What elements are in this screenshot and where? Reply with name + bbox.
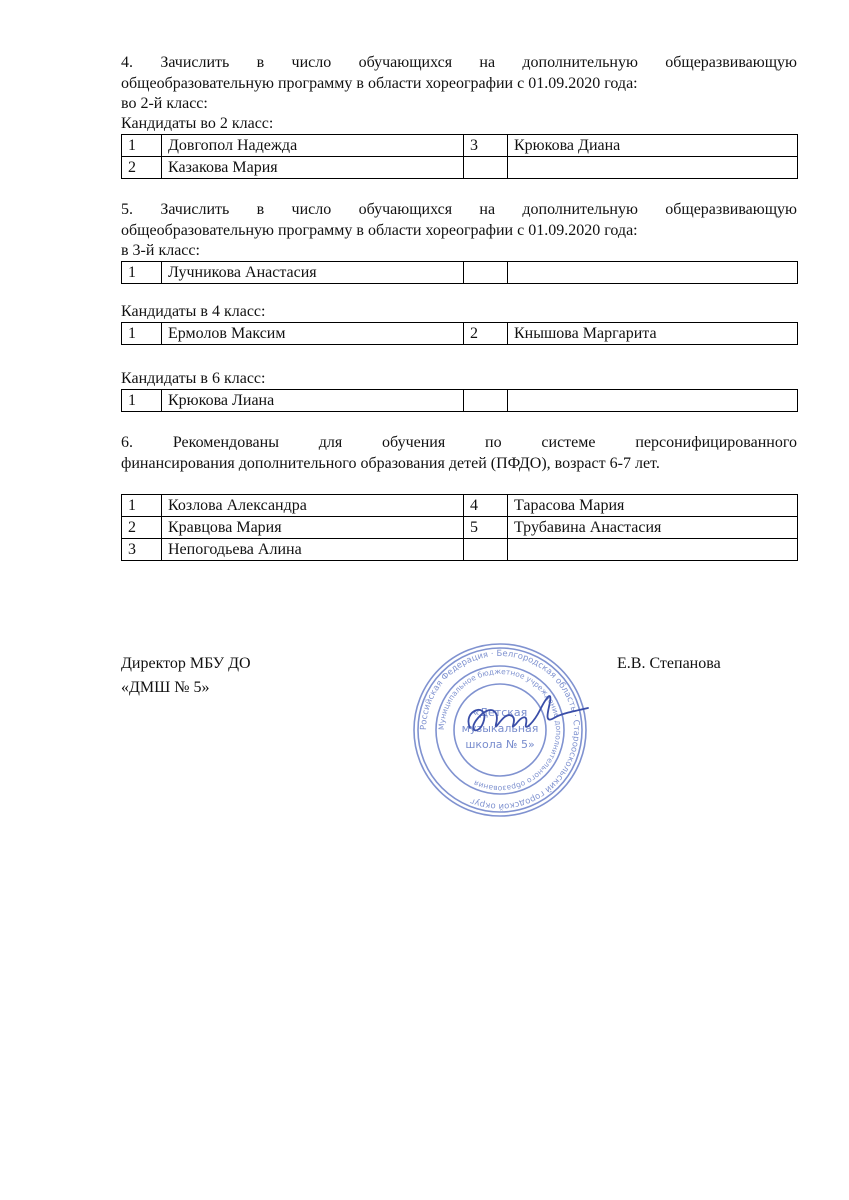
row-number: 2: [122, 517, 162, 539]
section6-text-line1: 6. Рекомендованы для обучения по системе персонифицированного: [121, 434, 797, 451]
section6-table: [121, 494, 798, 561]
table-row: [122, 157, 798, 179]
class6-candidates-label: Кандидаты в 6 класс:: [121, 370, 266, 387]
table-row: [122, 390, 798, 412]
section5-class-line: в 3-й класс:: [121, 242, 200, 259]
signatory-position: [121, 652, 251, 700]
student-name: Лучникова Анастасия: [162, 262, 464, 284]
table-row: [122, 135, 798, 157]
row-number: [464, 390, 508, 412]
section4-text-line1: 4. Зачислить в число обучающихся на дополнительную общеразвивающую: [121, 54, 797, 71]
student-name: Кравцова Мария: [162, 517, 464, 539]
student-name: Кнышова Маргарита: [508, 323, 798, 345]
student-name: Козлова Александра: [162, 495, 464, 517]
table-row: [122, 495, 798, 517]
student-name: [508, 157, 798, 179]
student-name: [508, 539, 798, 561]
row-number: 4: [464, 495, 508, 517]
table-row: [122, 323, 798, 345]
section5-text-line1: 5. Зачислить в число обучающихся на дополнительную общеразвивающую: [121, 201, 797, 218]
student-name: Крюкова Диана: [508, 135, 798, 157]
row-number: [464, 262, 508, 284]
student-name: Крюкова Лиана: [162, 390, 464, 412]
document-page: [121, 52, 797, 561]
stamp-center-line2: музыкальная: [461, 722, 539, 735]
row-number: 1: [122, 495, 162, 517]
stamp-outer-text: Российская Федерация · Белгородская область · Старооскольский городской округ: [418, 648, 582, 812]
student-name: Казакова Мария: [162, 157, 464, 179]
section4-text-line2: общеобразовательную программу в области хореографии с 01.09.2020 года:: [121, 75, 638, 92]
position-line2: «ДМШ № 5»: [121, 679, 210, 696]
student-name: [508, 390, 798, 412]
signatory-name: Е.В. Степанова: [617, 655, 721, 672]
row-number: 1: [122, 323, 162, 345]
section4-candidates-label: Кандидаты во 2 класс:: [121, 115, 274, 132]
position-line1: Директор МБУ ДО: [121, 655, 251, 672]
row-number: 1: [122, 390, 162, 412]
row-number: 2: [122, 157, 162, 179]
row-number: 5: [464, 517, 508, 539]
section6-text-line2: финансирования дополнительного образования детей (ПФДО), возраст 6-7 лет.: [121, 455, 660, 472]
table-row: [122, 517, 798, 539]
row-number: [464, 539, 508, 561]
row-number: 1: [122, 262, 162, 284]
row-number: 3: [122, 539, 162, 561]
row-number: [464, 157, 508, 179]
row-number: 3: [464, 135, 508, 157]
class4-candidates-label: Кандидаты в 4 класс:: [121, 303, 266, 320]
table-row: [122, 539, 798, 561]
row-number: 2: [464, 323, 508, 345]
student-name: Довгопол Надежда: [162, 135, 464, 157]
section5-class3-table: [121, 261, 798, 284]
section4-class-line: во 2-й класс:: [121, 95, 208, 112]
student-name: Непогодьева Алина: [162, 539, 464, 561]
student-name: Трубавина Анастасия: [508, 517, 798, 539]
section5-class6-table: [121, 389, 798, 412]
student-name: Тарасова Мария: [508, 495, 798, 517]
student-name: Ермолов Максим: [162, 323, 464, 345]
stamp-inner-text: Муниципальное бюджетное учреждение дополнительного образования: [436, 666, 564, 794]
stamp-center-line3: школа № 5»: [465, 738, 535, 751]
stamp-center-line1: «Детская: [472, 706, 528, 719]
section5-class4-table: [121, 322, 798, 345]
section4-table: [121, 134, 798, 179]
section5-text-line2: общеобразовательную программу в области хореографии с 01.09.2020 года:: [121, 222, 638, 239]
table-row: [122, 262, 798, 284]
row-number: 1: [122, 135, 162, 157]
official-stamp: [400, 640, 600, 820]
student-name: [508, 262, 798, 284]
